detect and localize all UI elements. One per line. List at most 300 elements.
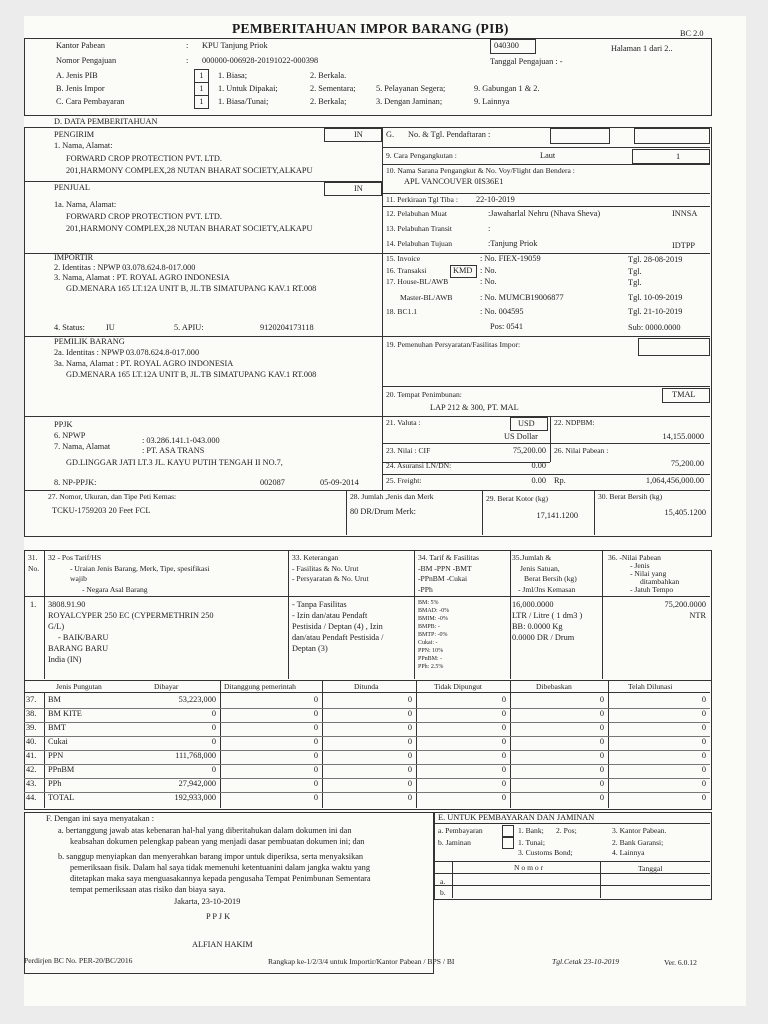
item-tarif: PPnBM: -	[418, 656, 443, 662]
pungutan-cell: 0	[407, 765, 412, 774]
footer-version: Ver. 6.0.12	[664, 958, 697, 967]
pungutan-cell: 0	[407, 709, 412, 718]
pengajuan-colon: :	[186, 56, 189, 65]
importir-label: IMPORTIR	[54, 253, 94, 262]
pungutan-row-name: BM KITE	[48, 709, 82, 718]
item-origin: India (IN)	[48, 655, 82, 664]
item-tarif: BMTP: -0%	[418, 632, 448, 638]
divider	[452, 861, 453, 898]
declaration-b: tempat pemeriksaan atas risiko dan biaya saya.	[70, 885, 226, 894]
penjual-line2: 201,HARMONY COMPLEX,28 NUTAN BHARAT SOCIETY,ALKAPU	[66, 224, 313, 233]
importir-nama: 3. Nama, Alamat : PT. ROYAL AGRO INDONESIA	[54, 273, 230, 282]
pungutan-row-no: 43.	[26, 779, 37, 788]
pemilik-nama: 3a. Nama, Alamat : PT. ROYAL AGRO INDONESIA	[54, 359, 234, 368]
divider	[434, 885, 710, 886]
f24-value: 0.00	[531, 461, 546, 470]
pungutan-cell: 0	[501, 723, 506, 732]
declaration-a: a. bertanggung jawab atas kebenaran hal-hal yang diberitahukan dalam dokumen ini dan	[58, 826, 352, 835]
pungutan-row-name: TOTAL	[48, 793, 75, 802]
footer-cetak: Tgl.Cetak 23-10-2019	[552, 957, 620, 966]
bc11-subpos: Sub: 0000.0000	[628, 323, 681, 332]
master-label: Master-BL/AWB	[400, 293, 453, 302]
pemilik-label: PEMILIK BARANG	[54, 337, 125, 346]
payment-option: 4. Lainnya	[612, 848, 645, 857]
pungutan-row-name: PPnBM	[48, 765, 75, 774]
payment-b-label: b. Jaminan	[438, 838, 471, 847]
f22-value: 14,155.0000	[662, 432, 704, 441]
f12-label: 12. Pelabuhan Muat	[386, 209, 447, 218]
payment-option: 3. Customs Bond;	[518, 848, 573, 857]
f18-no: : No. 004595	[480, 307, 524, 316]
pungutan-row-name: BM	[48, 695, 61, 704]
payment-option: 2. Bank Garansi;	[612, 838, 664, 847]
declaration-title: F. Dengan ini saya menyatakan :	[46, 814, 155, 823]
f13-label: 13. Pelabuhan Transit	[386, 224, 453, 233]
penjual-code-box	[324, 182, 382, 196]
jenis-impor-opt: 1. Untuk Dipakai;	[218, 84, 278, 93]
pungutan-row-no: 39.	[26, 723, 37, 732]
divider	[382, 164, 710, 165]
pungutan-cell: 0	[599, 793, 604, 802]
footer-rangkap: Rangkap ke-1/2/3/4 untuk Importir/Kantor Pabean / BPS / BI	[268, 957, 455, 966]
f14-value: :Tanjung Priok	[488, 239, 538, 248]
f17-no: : No.	[480, 277, 497, 286]
pengajuan-value: 000000-006928-20191022-000398	[202, 56, 319, 65]
importir-apiu: 9120204173118	[260, 323, 314, 332]
divider	[220, 680, 221, 808]
col34-header: -BM -PPN -BMT	[418, 564, 472, 573]
pungutan-row-name: PPN	[48, 751, 64, 760]
divider	[550, 416, 551, 462]
pungutan-cell: 0	[701, 779, 706, 788]
divider	[288, 550, 289, 679]
payment-b-checkbox[interactable]	[502, 837, 514, 849]
item-ket: - Izin dan/atau Pendaft	[292, 611, 368, 620]
payment-option: 3. Kantor Pabean.	[612, 826, 667, 835]
item-ket: - Tanpa Fasilitas	[292, 600, 347, 609]
importir-status-label: 4. Status:	[54, 323, 85, 332]
item-nilai: 75,200.0000	[664, 600, 706, 609]
payment-option: 1. Tunai;	[518, 838, 546, 847]
importir-apiu-label: 5. APIU:	[174, 323, 204, 332]
item-desc: G/L)	[48, 622, 65, 631]
divider	[608, 680, 609, 808]
pengirim-code: IN	[354, 130, 363, 139]
item-ket: Deptan (3)	[292, 644, 328, 653]
f22-label: 22. NDPBM:	[554, 418, 595, 427]
col36-header: 36. -Nilai Pabean	[608, 553, 661, 562]
f29-label: 29. Berat Kotor (kg)	[486, 494, 548, 503]
importir-status: IU	[106, 323, 115, 332]
f26-usd: 75,200.00	[670, 459, 704, 468]
f11-value: 22-10-2019	[476, 195, 515, 204]
ppjk-nama: : PT. ASA TRANS	[142, 446, 205, 455]
pungutan-cell: 0	[501, 751, 506, 760]
kantor-value: KPU Tanjung Priok	[202, 41, 268, 50]
f9-value: Laut	[540, 151, 556, 160]
f21-label: 21. Valuta :	[386, 418, 421, 427]
ppjk-np: 002087	[260, 478, 285, 487]
pengirim-label: PENGIRIM	[54, 130, 95, 139]
pengirim-line2: 201,HARMONY COMPLEX,28 NUTAN BHARAT SOCIETY,ALKAPU	[66, 166, 313, 175]
f16-label: 16. Transaksi	[386, 266, 427, 275]
divider	[44, 550, 45, 679]
pungutan-cell: 0	[313, 695, 318, 704]
col32-header: wajib	[70, 574, 87, 583]
f30-label: 30. Berat Bersih (kg)	[598, 492, 663, 501]
pungutan-cell: 0	[501, 737, 506, 746]
f19-label: 19. Pemenuhan Persyaratan/Fasilitas Impor:	[386, 340, 521, 349]
item-tarif: Cukai: -	[418, 640, 438, 646]
f27-label: 27. Nomor, Ukuran, dan Tipe Peti Kemas:	[48, 492, 177, 501]
pengirim-nama-label: 1. Nama, Alamat:	[54, 141, 113, 150]
pungutan-row-no: 40.	[26, 737, 37, 746]
f26-rp: 1,064,456,000.00	[645, 476, 704, 485]
f27-value: TCKU-1759203 20 Feet FCL	[52, 506, 151, 515]
f28-value: 80 DR/Drum Merk:	[350, 507, 416, 516]
pungutan-cell: 0	[701, 709, 706, 718]
item-jenis: NTR	[689, 611, 706, 620]
pungutan-cell: 0	[701, 723, 706, 732]
pib-form-sheet	[24, 16, 746, 1006]
col33-header: - Fasilitas & No. Urut	[292, 564, 359, 573]
halaman: Halaman 1 dari 2..	[611, 44, 673, 53]
pungutan-cell: 0	[313, 779, 318, 788]
f14-label: 14. Pelabuhan Tujuan	[386, 239, 453, 248]
divider	[24, 596, 710, 597]
ppjk-np-label: 8. NP-PPJK:	[54, 478, 97, 487]
kantor-colon: :	[186, 41, 189, 50]
f9-code-box	[632, 149, 710, 164]
master-tgl: Tgl. 10-09-2019	[628, 293, 683, 302]
jenis-impor-label: B. Jenis Impor	[56, 84, 105, 93]
f12-code: INNSA	[672, 209, 698, 218]
f23-value: 75,200.00	[512, 446, 546, 455]
form-code: BC 2.0	[680, 29, 704, 38]
item-kemasan: 0.0000 DR / Drum	[512, 633, 575, 642]
divider	[434, 873, 710, 874]
f30-value: 15,405.1200	[664, 508, 706, 517]
pungutan-cell: 0	[407, 751, 412, 760]
pungutan-header: Ditunda	[354, 682, 379, 691]
pungutan-cell: 0	[701, 695, 706, 704]
divider	[510, 550, 511, 679]
jenis-pib-label: A. Jenis PIB	[56, 71, 98, 80]
divider	[482, 490, 483, 535]
item-tarif: BM: 5%	[418, 600, 439, 606]
f28-label: 28. Jumlah ,Jenis dan Merk	[350, 492, 434, 501]
pungutan-cell: 0	[211, 737, 216, 746]
col32-header: - Uraian Jenis Barang, Merk, Tipe, spesifikasi	[70, 564, 210, 573]
col32-header: 32 - Pos Tarif/HS	[48, 553, 102, 562]
kantor-label: Kantor Pabean	[56, 41, 106, 50]
col34-header: -PPh	[418, 585, 433, 594]
f17-label: 17. House-BL/AWB	[386, 277, 449, 286]
item-hs: 3808.91.90	[48, 600, 86, 609]
jenis-pib-code: 1	[199, 71, 204, 80]
pungutan-row-no: 44.	[26, 793, 37, 802]
f15-tgl: Tgl. 28-08-2019	[628, 255, 683, 264]
divider	[382, 443, 710, 444]
ppjk-label: PPJK	[54, 420, 73, 429]
f19-box	[638, 338, 710, 356]
item-no: 1.	[30, 600, 37, 609]
g-label: G.	[386, 130, 395, 139]
jenis-pib-opt: 2. Berkala.	[310, 71, 347, 80]
payment-row-a: a.	[440, 877, 446, 886]
divider	[602, 550, 603, 679]
f20-label: 20. Tempat Penimbunan:	[386, 390, 462, 399]
divider	[346, 490, 347, 535]
payment-a-checkbox[interactable]	[502, 825, 514, 837]
f13-value: :	[488, 224, 491, 233]
ppjk-alamat: GD.LINGGAR JATI LT.3 JL. KAYU PUTIH TENGAH II NO.7,	[66, 458, 283, 467]
pungutan-cell: 0	[701, 793, 706, 802]
f15-no: : No. FIEX-19059	[480, 254, 541, 263]
reg-date-box	[634, 128, 710, 144]
jenis-impor-opt: 9. Gabungan 1 & 2.	[474, 84, 540, 93]
pungutan-header: Telah Dilunasi	[628, 682, 673, 691]
f23-label: 23. Nilai : CIF	[386, 446, 431, 455]
ppjk-np-date: 05-09-2014	[320, 478, 359, 487]
bc11-pos: Pos: 0541	[490, 322, 523, 331]
divider	[434, 823, 710, 824]
pungutan-header: Ditanggung pemerintah	[224, 682, 296, 691]
divider	[24, 416, 382, 417]
pungutan-cell: 0	[599, 779, 604, 788]
pungutan-cell: 53,223,000	[178, 695, 216, 704]
col34-header: -PPnBM -Cukai	[418, 574, 468, 583]
f24-label: 24. Asuransi LN/DN:	[386, 461, 452, 470]
penjual-label: PENJUAL	[54, 183, 90, 192]
jenis-impor-opt: 5. Pelayanan Segera;	[376, 84, 446, 93]
col31-header: No.	[28, 564, 40, 573]
footer-ref: Perdirjen BC No. PER-20/BC/2016	[24, 956, 133, 965]
item-desc: BARANG BARU	[48, 644, 109, 653]
pungutan-cell: 192,933,000	[174, 793, 216, 802]
kantor-code: 040300	[494, 41, 519, 50]
declaration-a: keabsahan dokumen pelengkap pabean yang menjadi dasar pembuatan dokumen ini; dan	[70, 837, 365, 846]
f12-value: :Jawaharlal Nehru (Nhava Sheva)	[488, 209, 601, 218]
col35-header: Jenis Satuan,	[520, 564, 560, 573]
pungutan-cell: 0	[501, 793, 506, 802]
pungutan-cell: 0	[211, 723, 216, 732]
col36-header: - Jenis	[630, 561, 650, 570]
divider	[382, 474, 710, 475]
payment-row-b: b.	[440, 888, 446, 897]
divider	[382, 147, 710, 148]
item-tarif: BMIM: -0%	[418, 616, 448, 622]
item-ket: Pestisida / Deptan (4) , Izin	[292, 622, 383, 631]
declaration-signer: ALFIAN HAKIM	[192, 940, 253, 949]
pungutan-header: Jenis Pungutan	[56, 682, 102, 691]
f11-label: 11. Perkiraan Tgl Tiba :	[386, 195, 458, 204]
f26-rp-label: Rp.	[554, 476, 566, 485]
pemilik-identitas: 2a. Identitas : NPWP 03.078.624.8-017.000	[54, 348, 200, 357]
pungutan-cell: 0	[407, 779, 412, 788]
jenis-impor-opt: 2. Sementara;	[310, 84, 356, 93]
penjual-nama-label: 1a. Nama, Alamat:	[54, 200, 117, 209]
item-jumlah: 16,000.0000	[512, 600, 554, 609]
divider	[434, 861, 710, 862]
col35-header: Berat Bersih (kg)	[524, 574, 577, 583]
f10-label: 10. Nama Sarana Pengangkut & No. Voy/Flight dan Bendera :	[386, 166, 575, 175]
divider	[416, 680, 417, 808]
pungutan-cell: 0	[701, 751, 706, 760]
f18-tgl: Tgl. 21-10-2019	[628, 307, 683, 316]
pungutan-header: Dibebaskan	[536, 682, 572, 691]
pungutan-cell: 0	[313, 765, 318, 774]
pungutan-row-name: Cukai	[48, 737, 68, 746]
item-tarif: PPN: 10%	[418, 648, 444, 654]
pungutan-cell: 0	[501, 779, 506, 788]
declaration-role: P P J K	[206, 912, 231, 921]
pungutan-row-no: 37.	[26, 695, 37, 704]
divider	[600, 861, 601, 898]
cara-bayar-opt: 1. Biasa/Tunai;	[218, 97, 269, 106]
declaration-b: pemeriksaan fisik. Dalam hal saya tidak memenuhi ketentuanini dalam jangka waktu yang	[70, 863, 370, 872]
pungutan-cell: 111,768,000	[175, 751, 216, 760]
pengirim-code-box	[324, 128, 382, 142]
f16-code: KMD	[453, 266, 473, 275]
pungutan-cell: 0	[701, 737, 706, 746]
cara-bayar-opt: 9. Lainnya	[474, 97, 510, 106]
f25-value: 0.00	[531, 476, 546, 485]
payment-option: 1. Bank;	[518, 826, 544, 835]
pungutan-cell: 0	[701, 765, 706, 774]
jenis-pib-opt: 1. Biasa;	[218, 71, 248, 80]
f16-tgl: Tgl.	[628, 267, 642, 276]
item-desc: ROYALCYPER 250 EC (CYPERMETHRIN 250	[48, 611, 214, 620]
payment-tanggal-header: Tanggal	[638, 864, 663, 873]
pungutan-cell: 0	[211, 765, 216, 774]
pungutan-cell: 0	[599, 737, 604, 746]
f29-value: 17,141.1200	[536, 511, 578, 520]
f21-value: US Dollar	[504, 432, 538, 441]
pungutan-cell: 0	[599, 765, 604, 774]
divider	[414, 550, 415, 679]
jenis-impor-code: 1	[199, 84, 204, 93]
pungutan-header: Dibayar	[154, 682, 179, 691]
item-desc: - BAIK/BARU	[58, 633, 109, 642]
item-berat: BB: 0.0000 Kg	[512, 622, 563, 631]
pungutan-row-name: BMT	[48, 723, 66, 732]
divider	[24, 490, 710, 491]
f9-code: 1	[676, 152, 681, 161]
payment-nomor-header: N o m o r	[514, 863, 544, 872]
pungutan-cell: 0	[313, 737, 318, 746]
f9-label: 9. Cara Pengangkutan :	[386, 151, 457, 160]
ppjk-npwp-label: 6. NPWP	[54, 431, 86, 440]
divider	[322, 680, 323, 808]
ppjk-npwp: : 03.286.141.1-043.000	[142, 436, 220, 445]
f10-value: APL VANCOUVER 0IS36E1	[404, 177, 504, 186]
payment-title: E. UNTUK PEMBAYARAN DAN JAMINAN	[438, 813, 595, 822]
declaration-place-date: Jakarta, 23-10-2019	[174, 897, 241, 906]
section-d-title: D. DATA PEMBERITAHUAN	[54, 117, 158, 126]
f20-code: TMAL	[672, 390, 696, 399]
pungutan-cell: 0	[599, 723, 604, 732]
f17-tgl: Tgl.	[628, 278, 642, 287]
importir-identitas: 2. Identitas : NPWP 03.078.624.8-017.000	[54, 263, 196, 272]
pungutan-row-no: 38.	[26, 709, 37, 718]
cara-bayar-opt: 3. Dengan Jaminan;	[376, 97, 443, 106]
pungutan-cell: 0	[599, 709, 604, 718]
divider	[24, 692, 710, 693]
ppjk-nama-label: 7. Nama, Alamat	[54, 442, 111, 451]
item-ket: dan/atau Pendaft Pestisida /	[292, 633, 384, 642]
item-tarif: PPh: 2.5%	[418, 664, 444, 670]
col35-header: - Jml/Jns Kemasan	[518, 585, 576, 594]
col33-header: - Persyaratan & No. Urut	[292, 574, 369, 583]
pungutan-cell: 0	[501, 695, 506, 704]
pungutan-cell: 0	[501, 709, 506, 718]
pemilik-alamat: GD.MENARA 165 LT.12A UNIT B, JL.TB SIMATUPANG KAV.1 RT.008	[66, 370, 317, 379]
pengajuan-label: Nomor Pengajuan	[56, 56, 117, 65]
f25-label: 25. Freight:	[386, 476, 422, 485]
master-no: : No. MUMCB19006877	[480, 293, 564, 302]
f15-label: 15. Invoice	[386, 254, 421, 263]
cara-bayar-opt: 2. Berkala;	[310, 97, 347, 106]
pungutan-cell: 0	[599, 751, 604, 760]
payment-option: 2. Pos;	[556, 826, 577, 835]
importir-alamat: GD.MENARA 165 LT.12A UNIT B, JL.TB SIMATUPANG KAV.1 RT.008	[66, 284, 317, 293]
pungutan-cell: 27,942,000	[178, 779, 216, 788]
mid-divider	[382, 127, 383, 490]
pungutan-cell: 0	[599, 695, 604, 704]
pungutan-cell: 0	[313, 709, 318, 718]
pungutan-cell: 0	[407, 793, 412, 802]
pungutan-row-name: PPh	[48, 779, 62, 788]
pungutan-cell: 0	[407, 695, 412, 704]
divider	[382, 193, 710, 194]
declaration-b: ditetapkan maka saya menguasakannya kepada pengusaha Tempat Penimbunan Sementara	[70, 874, 371, 883]
pungutan-cell: 0	[313, 751, 318, 760]
pungutan-cell: 0	[211, 709, 216, 718]
pengirim-line1: FORWARD CROP PROTECTION PVT. LTD.	[66, 154, 222, 163]
divider	[510, 680, 511, 808]
col36-header: - Jatuh Tempo	[630, 585, 674, 594]
pungutan-row-no: 41.	[26, 751, 37, 760]
col31-header: 31.	[28, 553, 38, 562]
f14-code: IDTPP	[672, 241, 696, 250]
cara-bayar-code: 1	[199, 97, 204, 106]
penjual-code: IN	[354, 184, 363, 193]
f18-label: 18. BC1.1	[386, 307, 418, 316]
f16-no: : No.	[480, 266, 497, 275]
pungutan-cell: 0	[407, 737, 412, 746]
payment-a-label: a. Pembayaran	[438, 826, 483, 835]
pungutan-header: Tidak Dipungut	[434, 682, 483, 691]
pungutan-cell: 0	[313, 793, 318, 802]
tanggal-pengajuan: Tanggal Pengajuan : -	[490, 57, 563, 66]
header-box	[24, 38, 712, 116]
col35-header: 35.Jumlah &	[512, 553, 552, 562]
col36-header: ditambahkan	[640, 577, 680, 586]
divider	[382, 386, 710, 387]
g-text: No. & Tgl. Pendaftaran :	[408, 130, 491, 139]
pungutan-cell: 0	[313, 723, 318, 732]
f21-code: USD	[518, 419, 535, 428]
divider	[382, 336, 710, 337]
f26-label: 26. Nilai Pabean :	[554, 446, 609, 455]
item-tarif: BMAD: -0%	[418, 608, 450, 614]
f20-value: LAP 212 & 300, PT. MAL	[430, 403, 519, 412]
divider	[594, 490, 595, 535]
divider	[382, 253, 710, 254]
col36-header: - Nilai yang	[630, 569, 667, 578]
form-title: PEMBERITAHUAN IMPOR BARANG (PIB)	[232, 21, 509, 36]
